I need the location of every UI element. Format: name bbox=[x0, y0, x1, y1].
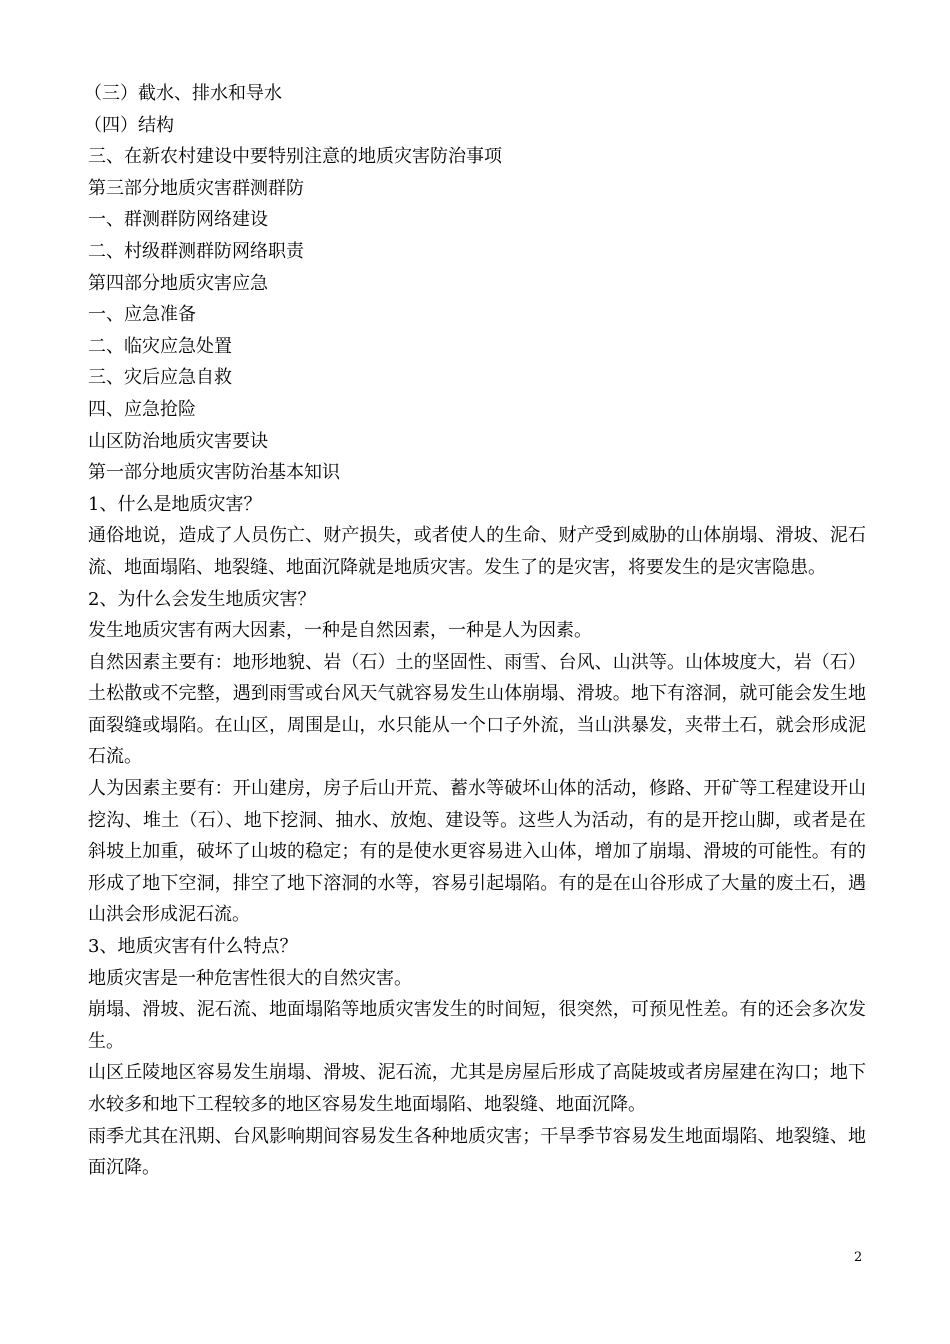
section-heading: 一、应急准备 bbox=[88, 304, 196, 326]
section-heading: 三、灾后应急自救 bbox=[88, 367, 232, 389]
paragraph: 发生地质灾害有两大因素，一种是自然因素，一种是人为因素。 bbox=[88, 620, 592, 642]
paragraph: 地质灾害是一种危害性很大的自然灾害。 bbox=[88, 967, 412, 989]
document-title: 山区防治地质灾害要诀 bbox=[88, 430, 268, 452]
paragraph: 山区丘陵地区容易发生崩塌、滑坡、泥石流，尤其是房屋后形成了高陡坡或者房屋建在沟口；地下水较多和地下工程较多的地区容易发生地面塌陷、地裂缝、地面沉降。 bbox=[88, 1062, 866, 1115]
page-number: 2 bbox=[854, 1250, 863, 1265]
section-heading: 二、临灾应急处置 bbox=[88, 335, 232, 357]
paragraph: 自然因素主要有：地形地貌、岩（石）土的坚固性、雨雪、台风、山洪等。山体坡度大，岩（石）土松散或不完整，遇到雨雪或台风天气就容易发生山体崩塌、滑坡。地下有溶洞，就可能会发生地面裂缝或塌陷。在山区，周围是山，水只能从一个口子外流，当山洪暴发，夹带土石，就会形成泥石流。 bbox=[88, 651, 866, 768]
section-heading: （四）结构 bbox=[84, 114, 174, 136]
paragraph: 雨季尤其在汛期、台风影响期间容易发生各种地质灾害；干旱季节容易发生地面塌陷、地裂缝、地面沉降。 bbox=[88, 1125, 866, 1179]
part-heading: 第四部分地质灾害应急 bbox=[88, 272, 268, 294]
paragraph: 崩塌、滑坡、泥石流、地面塌陷等地质灾害发生的时间短，很突然，可预见性差。有的还会多次发生。 bbox=[88, 999, 866, 1052]
question-heading: 1、什么是地质灾害？ bbox=[88, 493, 262, 515]
part-heading: 第三部分地质灾害群测群防 bbox=[88, 177, 304, 199]
document-body bbox=[84, 78, 866, 1184]
paragraph: 人为因素主要有：开山建房，房子后山开荒、蓄水等破坏山体的活动，修路、开矿等工程建设开山挖沟、堆土（石）、地下挖洞、抽水、放炮、建设等。这些人为活动，有的是开挖山脚，或者是在斜坡上加重，破坏了山坡的稳定；有的是使水更容易进入山体，增加了崩塌、滑坡的可能性。有的形成了地下空洞，排空了地下溶洞的水等，容易引起塌陷。有的是在山谷形成了大量的废土石，遇山洪会形成泥石流。 bbox=[88, 778, 866, 926]
question-heading: 2、为什么会发生地质灾害？ bbox=[88, 588, 316, 610]
section-heading: 四、应急抢险 bbox=[88, 398, 196, 420]
part-heading: 第一部分地质灾害防治基本知识 bbox=[88, 462, 340, 484]
section-heading: 二、村级群测群防网络职责 bbox=[88, 240, 304, 262]
section-heading: 三、在新农村建设中要特别注意的地质灾害防治事项 bbox=[88, 146, 502, 168]
paragraph: 通俗地说，造成了人员伤亡、财产损失，或者使人的生命、财产受到威胁的山体崩塌、滑坡、泥石流、地面塌陷、地裂缝、地面沉降就是地质灾害。发生了的是灾害，将要发生的是灾害隐患。 bbox=[88, 525, 866, 578]
section-heading: 一、群测群防网络建设 bbox=[88, 209, 268, 231]
question-heading: 3、地质灾害有什么特点？ bbox=[88, 936, 298, 958]
section-heading: （三）截水、排水和导水 bbox=[84, 83, 282, 104]
